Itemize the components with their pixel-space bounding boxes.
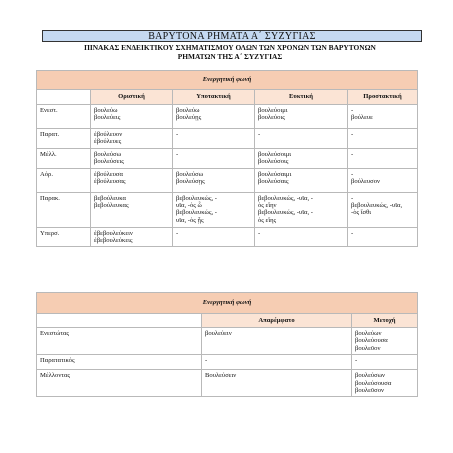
cell-line: Βουλεύσειν: [205, 372, 237, 380]
cell-line: βεβουλευκώς, -υῖα, -: [258, 194, 313, 202]
table2-column-headers: [37, 314, 418, 328]
form-cell: [255, 192, 348, 227]
cell-line: -: [351, 170, 354, 178]
form-cell: [348, 148, 418, 168]
cell-line: βουλεύσοιμι: [258, 150, 292, 158]
form-cell: [173, 129, 255, 149]
cell-line: ἐβούλευες: [94, 138, 122, 146]
form-cell: [91, 148, 173, 168]
column-header-prostaktiki: Προστακτική: [348, 90, 418, 105]
form-cell: [91, 227, 173, 247]
cell-line: ἐβούλευον: [94, 131, 123, 138]
form-cell: [173, 168, 255, 192]
cell-line: βούλευσον: [351, 178, 380, 186]
tense-label: Παρατατικός: [37, 355, 202, 370]
tense-label: Παρατ.: [37, 129, 91, 149]
tense-label: Ενεστώτας: [37, 328, 202, 355]
cell-line: βεβουλευκώς, -υῖα, -: [258, 209, 313, 217]
tense-label: Μέλλ.: [37, 148, 91, 168]
tense-label: Ενεστ.: [37, 105, 91, 129]
cell-line: υῖα, -ὸς ᾖς: [176, 216, 204, 224]
active-voice-moods-table: [36, 70, 418, 247]
cell-line: -ὸς ἴσθι: [351, 209, 372, 217]
column-header-metochi: Μετοχή: [352, 314, 418, 328]
infinitive-cell: [202, 370, 352, 397]
form-cell: [173, 148, 255, 168]
table-row: [37, 148, 418, 168]
cell-line: -: [351, 107, 354, 114]
table-row: [37, 168, 418, 192]
document-subtitle: [30, 43, 430, 61]
table1-header: Ενεργητική φωνή: [37, 71, 418, 90]
form-cell: [173, 105, 255, 129]
form-cell: [255, 129, 348, 149]
tense-label: Υπερσ.: [37, 227, 91, 247]
cell-line: βουλεύω: [94, 107, 118, 114]
cell-line: -: [351, 194, 354, 202]
participle-cell: [352, 328, 418, 355]
table-row: [37, 355, 418, 370]
cell-line: βουλεύειν: [205, 330, 232, 337]
table-row: [37, 192, 418, 227]
table-row: [37, 129, 418, 149]
form-cell: [348, 105, 418, 129]
cell-line: βεβούλευκα: [94, 194, 126, 202]
form-cell: [348, 227, 418, 247]
cell-line: βουλεῦσον: [355, 387, 384, 395]
subtitle-line-2: ΡΗΜΑΤΩΝ ΤΗΣ Α΄ ΣΥΖΥΓΙΑΣ: [177, 52, 283, 61]
form-cell: [255, 227, 348, 247]
form-cell: [348, 168, 418, 192]
document-title: ΒΑΡΥΤΟΝΑ ΡΗΜΑΤΑ Α΄ ΣΥΖΥΓΙΑΣ: [42, 30, 422, 42]
cell-line: βουλεῦον: [355, 344, 381, 352]
cell-line: -: [205, 357, 208, 365]
tense-label: Μέλλοντας: [37, 370, 202, 397]
cell-line: βουλεύσῃς: [176, 178, 205, 186]
cell-line: βουλεύῃς: [176, 114, 202, 122]
table2-header: Ενεργητική φωνή: [37, 293, 418, 314]
cell-line: βουλεύσοις: [258, 158, 289, 166]
cell-line: βεβουλευκώς, -: [176, 209, 217, 217]
cell-line: -: [351, 229, 354, 237]
infinitive-cell: [202, 328, 352, 355]
cell-line: βεβουλευκώς, -υῖα,: [351, 202, 403, 210]
cell-line: βεβούλευκας: [94, 202, 129, 210]
column-header-ypotaktiki: Υποτακτική: [173, 90, 255, 105]
subtitle-line-1: ΠΙΝΑΚΑΣ ΕΝΔΕΙΚΤΙΚΟΥ ΣΧΗΜΑΤΙΣΜΟΥ ΟΛΩΝ ΤΩΝ ΧΡΟΝΩΝ ΤΩΝ ΒΑΡΥΤΟΝΩΝ: [84, 43, 376, 52]
table1-column-headers: [37, 90, 418, 105]
cell-line: ὸς εἴην: [258, 202, 277, 210]
cell-line: ἐβεβουλεύκειν: [94, 229, 133, 237]
tense-label: Αόρ.: [37, 168, 91, 192]
column-header-efktiki: Ευκτική: [255, 90, 348, 105]
cell-line: ἐβεβουλεύκεις: [94, 237, 133, 245]
cell-line: ὸς εἴης: [258, 216, 277, 224]
table1-corner-cell: [37, 90, 91, 105]
cell-line: -: [355, 357, 358, 365]
cell-line: βουλεύουσα: [355, 337, 388, 345]
table-row: [37, 370, 418, 397]
cell-line: -: [258, 131, 261, 138]
cell-line: -: [258, 229, 261, 237]
cell-line: ἐβούλευσας: [94, 178, 126, 186]
table-row: [37, 328, 418, 355]
cell-line: βουλεύσω: [94, 150, 122, 158]
form-cell: [173, 227, 255, 247]
cell-line: βουλεύεις: [94, 114, 121, 122]
form-cell: [255, 168, 348, 192]
cell-line: -: [351, 131, 354, 138]
cell-line: βουλεύσω: [176, 170, 204, 178]
cell-line: βουλεύω: [176, 107, 200, 114]
cell-line: βουλεύσαις: [258, 178, 289, 186]
table2-corner-cell: [37, 314, 202, 328]
cell-line: βουλεύσων: [355, 372, 386, 380]
cell-line: βούλευε: [351, 114, 373, 122]
cell-line: -: [176, 131, 179, 138]
cell-line: βουλεύσαιμι: [258, 170, 292, 178]
form-cell: [348, 192, 418, 227]
cell-line: -: [176, 229, 179, 237]
participle-cell: [352, 370, 418, 397]
cell-line: ἐβούλευσα: [94, 170, 123, 178]
tense-label: Παρακ.: [37, 192, 91, 227]
table-row: [37, 105, 418, 129]
form-cell: [91, 168, 173, 192]
cell-line: βουλεύοιμι: [258, 107, 288, 114]
cell-line: -: [176, 150, 179, 158]
form-cell: [91, 105, 173, 129]
column-header-oristiki: Οριστική: [91, 90, 173, 105]
cell-line: βεβουλευκώς, -: [176, 194, 217, 202]
form-cell: [255, 105, 348, 129]
infinitive-cell: [202, 355, 352, 370]
form-cell: [173, 192, 255, 227]
form-cell: [348, 129, 418, 149]
participle-cell: [352, 355, 418, 370]
form-cell: [91, 129, 173, 149]
cell-line: υῖα, -ὸς ὦ: [176, 202, 202, 210]
cell-line: βουλεύοις: [258, 114, 285, 122]
form-cell: [255, 148, 348, 168]
cell-line: βουλεύων: [355, 330, 382, 337]
cell-line: βουλεύσεις: [94, 158, 124, 166]
table-row: [37, 227, 418, 247]
active-voice-infinitive-participle-table: [36, 292, 418, 397]
cell-line: βουλεύσουσα: [355, 379, 392, 387]
cell-line: -: [351, 150, 354, 158]
column-header-aparemfato: Απαρέμφατο: [202, 314, 352, 328]
form-cell: [91, 192, 173, 227]
